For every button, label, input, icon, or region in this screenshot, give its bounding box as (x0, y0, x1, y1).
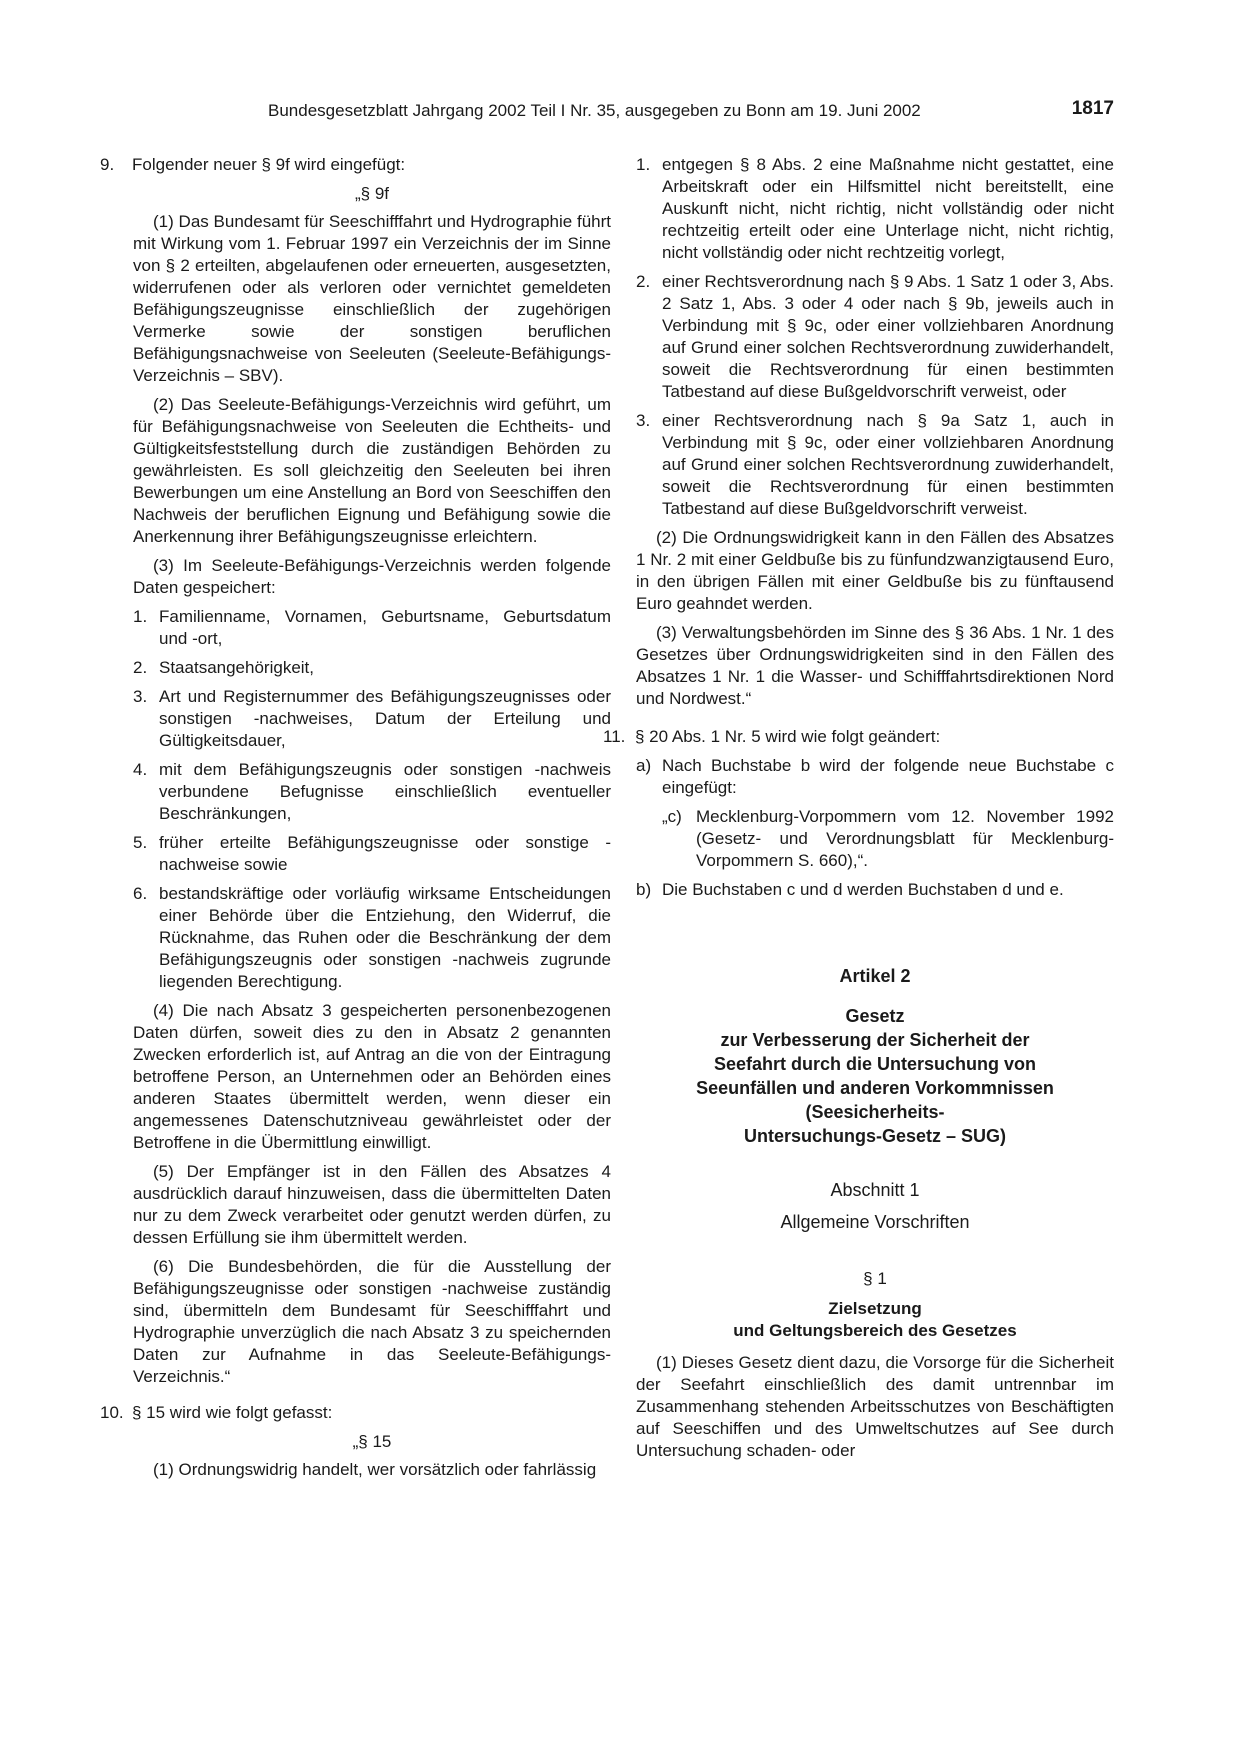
spacer (636, 1148, 1114, 1178)
list-item (636, 154, 1114, 264)
list-item (636, 410, 1114, 520)
list-item (133, 606, 611, 650)
paragraph-title-line: Zielsetzung (828, 1299, 922, 1318)
section-heading-9f: „§ 9f (354, 184, 390, 203)
paragraph: (3) Verwaltungsbehörden im Sinne des § 36 Abs. 1 Nr. 1 des Gesetzes über Ordnungswidrigkeiten sind in den Fällen des Absatzes 1 Nr. 1 die Wasser- und Schifffahrtsdirektionen Nord und Nordwest.“ (636, 623, 1114, 708)
item-number: 11. (603, 727, 626, 746)
running-title: Bundesgesetzblatt Jahrgang 2002 Teil I Nr. 35, ausgegeben zu Bonn am 19. Juni 2002 (268, 101, 921, 120)
sub-item-b (636, 879, 1114, 901)
list-number: 2. (636, 272, 651, 291)
list-text: Familienname, Vornamen, Geburtsname, Geburtsdatum und -ort, (159, 607, 611, 648)
paragraph: (2) Die Ordnungswidrigkeit kann in den Fällen des Absatzes 1 Nr. 2 mit einer Geldbuße bis zu fünfundzwanzigtausend Euro, in den übrigen Fällen mit einer Geldbuße bis zu fünftausend Euro geahndet werden. (636, 528, 1114, 613)
item-intro: § 20 Abs. 1 Nr. 5 wird wie folgt geändert: (635, 727, 941, 746)
section-title: Allgemeine Vorschriften (780, 1212, 970, 1232)
list-text: entgegen § 8 Abs. 2 eine Maßnahme nicht gestattet, eine Arbeitskraft oder ein Hilfsmittel nicht bereitstellt, eine Auskunft nicht, nicht richtig, nicht vollständig oder nicht rechtzeitig erteilt oder eine Unterlage nicht, nicht richtig, nicht vollständig oder nicht rechtzeitig vorlegt, (662, 155, 1114, 262)
article-title-line: Seeunfällen und anderen Vorkommnissen (696, 1078, 1054, 1098)
item-number: 9. (100, 155, 115, 174)
list-item (133, 759, 611, 825)
item-intro: § 15 wird wie folgt gefasst: (132, 1403, 333, 1422)
article-title-line: zur Verbesserung der Sicherheit der (720, 1030, 1030, 1050)
amendment-item-9 (100, 154, 611, 176)
amendment-item-10 (100, 1402, 611, 1424)
list-text: Art und Registernummer des Befähigungszeugnisses oder sonstigen -nachweises, Datum der Erteilung und Gültigkeitsdauer, (159, 687, 611, 750)
list-number: 4. (133, 760, 148, 779)
paragraph: (2) Das Seeleute-Befähigungs-Verzeichnis wird geführt, um für Befähigungsnachweise von Seeleuten die Echtheits- und Gültigkeitsfeststellung durch die zuständigen Behörden zu gewährleisten. Es soll gleichzeitig den Seeleuten bei ihren Bewerbungen um eine Anstellung an Bord von Seeschiffen den Nachweis der beruflichen Eignung und Befähigung sowie die Anerkennung ihrer Befähigungszeugnisse erleichtern. (133, 395, 611, 546)
list-item (133, 883, 611, 993)
list-number: 5. (133, 833, 148, 852)
sub-item-letter: a) (636, 756, 652, 775)
offence-list (636, 154, 1114, 520)
page-number: 1817 (1071, 98, 1114, 119)
list-item (133, 832, 611, 876)
list-number: 2. (133, 658, 148, 677)
article-label: Artikel 2 (839, 966, 911, 986)
sub-item-letter: b) (636, 880, 652, 899)
paragraph-title-line: und Geltungsbereich des Gesetzes (733, 1321, 1017, 1340)
amendment-item-11 (603, 726, 1114, 748)
section-heading-15: „§ 15 (352, 1432, 392, 1451)
paragraph: (3) Im Seeleute-Befähigungs-Verzeichnis werden folgende Daten gespeichert: (133, 556, 611, 597)
article-title (636, 1004, 1114, 1148)
section-label: Abschnitt 1 (830, 1180, 920, 1200)
list-number: 1. (636, 155, 651, 174)
list-text: Staatsangehörigkeit, (159, 658, 314, 677)
paragraph: (6) Die Bundesbehörden, die für die Ausstellung der Befähigungszeugnisse oder sonstigen -nachweise zuständig sind, übermitteln dem Bundesamt für Seeschifffahrt und Hydrographie unverzüglich die nach Absatz 3 zu speichernden Daten zur Aufnahme in das Seeleute-Befähigungs-Verzeichnis.“ (133, 1257, 611, 1386)
spacer (636, 1202, 1114, 1210)
spacer (636, 1342, 1114, 1352)
paragraph: (1) Dieses Gesetz dient dazu, die Vorsorge für die Sicherheit der Seefahrt einschließlich des damit untrennbar im Zusammenhang stehenden Arbeitsschutzes von Beschäftigten auf Seeschiffen und des Umweltschutzes auf See durch Untersuchung schaden- oder (636, 1353, 1114, 1460)
list-item (133, 657, 611, 679)
right-column (603, 154, 1114, 1469)
item-intro: Folgender neuer § 9f wird eingefügt: (132, 155, 406, 174)
list-number: 3. (636, 411, 651, 430)
sub-item-letter: „c) (662, 807, 682, 826)
list-item (133, 686, 611, 752)
article-title-line: Gesetz (845, 1006, 905, 1026)
data-list (133, 606, 611, 993)
paragraph: (5) Der Empfänger ist in den Fällen des Absatzes 4 ausdrücklich darauf hinzuweisen, dass die übermittelten Daten nur zu dem Zweck verarbeitet oder genutzt werden dürfen, zu dessen Erfüllung sie ihm übermittelt werden. (133, 1162, 611, 1247)
paragraph: (4) Die nach Absatz 3 gespeicherten personenbezogenen Daten dürfen, soweit dies zu den in Absatz 2 genannten Zwecken erforderlich ist, auf Antrag an die von der Eintragung betroffene Person, an Unternehmen oder an Behörden eines anderen Staates übermittelt werden, wenn dieser ein angemessenes Datenschutzniveau gewährleistet oder der Betroffene in die Übermittlung einwilligt. (133, 1001, 611, 1152)
spacer (636, 908, 1114, 964)
item-number: 10. (100, 1403, 124, 1422)
spacer (636, 988, 1114, 1004)
paragraph-label: § 1 (863, 1269, 887, 1288)
article-title-line: Untersuchungs-Gesetz – SUG) (743, 1126, 1007, 1146)
sub-item-text: Mecklenburg-Vorpommern vom 12. November 1992 (Gesetz- und Verordnungsblatt für Mecklenburg-Vorpommern S. 660),“. (696, 807, 1114, 870)
paragraph: (1) Das Bundesamt für Seeschifffahrt und Hydrographie führt mit Wirkung vom 1. Februar 1997 ein Verzeichnis der im Sinne von § 2 erteilten, abgelaufenen oder erneuerten, ausgesetzten, widerrufenen oder als verloren oder vernichtet gemeldeten Befähigungszeugnisse einschließlich der zugehörigen Vermerke sowie der sonstigen beruflichen Befähigungsnachweise von Seeleuten (Seeleute-Befähigungs-Verzeichnis – SBV). (133, 212, 611, 385)
list-text: einer Rechtsverordnung nach § 9a Satz 1, auch in Verbindung mit § 9c, oder einer vollziehbaren Anordnung auf Grund einer solchen Rechtsverordnung zuwiderhandelt, soweit die Rechtsverordnung für einen bestimmten Tatbestand auf diese Bußgeldvorschrift verweist. (662, 411, 1114, 518)
list-item (636, 271, 1114, 403)
list-text: mit dem Befähigungszeugnis oder sonstigen -nachweis verbundene Befugnisse einschließlich eventueller Beschränkungen, (159, 760, 611, 823)
article-title-line: (Seesicherheits- (805, 1102, 945, 1122)
sub-item-text: Nach Buchstabe b wird der folgende neue Buchstabe c eingefügt: (662, 756, 1114, 797)
sub-item-a (636, 755, 1114, 799)
sub-item-c (662, 806, 1114, 872)
spacer (636, 1234, 1114, 1268)
list-text: einer Rechtsverordnung nach § 9 Abs. 1 Satz 1 oder 3, Abs. 2 Satz 1, Abs. 3 oder 4 oder nach § 9b, jeweils auch in Verbindung mit § 9c, oder einer vollziehbaren Anordnung auf Grund einer solchen Rechtsverordnung zuwiderhandelt, soweit die Rechtsverordnung für einen bestimmten Tatbestand auf diese Bußgeldvorschrift verweist, oder (662, 272, 1114, 401)
paragraph: (1) Ordnungswidrig handelt, wer vorsätzlich oder fahrlässig (153, 1460, 597, 1479)
list-number: 1. (133, 607, 148, 626)
list-text: früher erteilte Befähigungszeugnisse oder sonstige -nachweise sowie (159, 833, 611, 874)
list-number: 3. (133, 687, 148, 706)
list-text: bestandskräftige oder vorläufig wirksame Entscheidungen einer Behörde über die Entziehung, den Widerruf, die Rücknahme, das Ruhen oder die Beschränkung der dem Befähigungszeugnis oder sonstigen -nachweis zugrunde liegenden Berechtigung. (159, 884, 611, 991)
list-number: 6. (133, 884, 148, 903)
sub-item-text: Die Buchstaben c und d werden Buchstaben d und e. (662, 880, 1064, 899)
left-column (100, 154, 611, 1488)
spacer (636, 1290, 1114, 1298)
article-title-line: Seefahrt durch die Untersuchung von (713, 1054, 1037, 1074)
